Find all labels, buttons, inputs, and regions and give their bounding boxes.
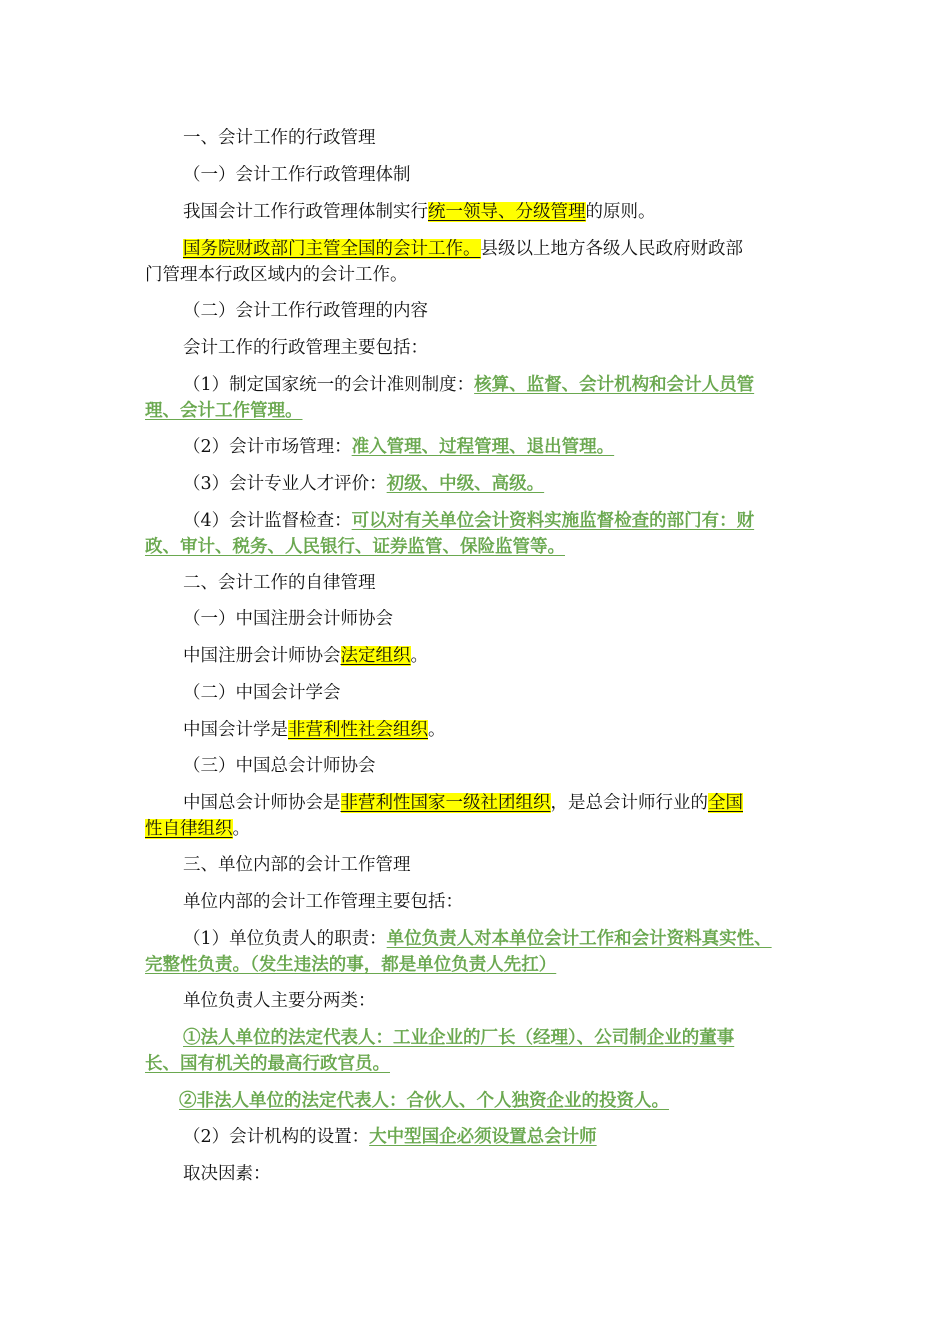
- paragraph: [145, 643, 863, 669]
- text: 中国总会计师协会是: [183, 793, 341, 813]
- emphasis-text: 理、会计工作管理。: [145, 401, 303, 421]
- paragraph: 单位内部的会计工作管理主要包括：: [183, 892, 463, 912]
- list-item: [145, 926, 863, 952]
- list-item: [145, 434, 863, 460]
- paragraph: [145, 790, 863, 816]
- list-item-continuation: [145, 398, 825, 424]
- emphasis-text: 长、国有机关的最高行政官员。: [145, 1054, 390, 1074]
- text: 的原则。: [585, 202, 656, 222]
- emphasis-text: ①法人单位的法定代表人：工业企业的厂长（经理）、公司制企业的董事: [183, 1028, 735, 1048]
- subsection-heading: （三）中国总会计师协会: [183, 756, 376, 776]
- highlight-text: 非营利性国家一级社团组织: [340, 793, 551, 813]
- highlight-text: 全国: [708, 793, 743, 813]
- text: （3）会计专业人才评价：: [183, 474, 387, 494]
- highlight-text: 法定组织: [340, 646, 411, 666]
- paragraph: [145, 717, 863, 743]
- paragraph: [145, 236, 863, 262]
- list-item: [145, 1025, 863, 1051]
- emphasis-text: 初级、中级、高级。: [386, 474, 545, 494]
- subsection-heading: （二）中国会计学会: [183, 683, 341, 703]
- text: 中国会计学是: [183, 720, 288, 740]
- text: 我国会计工作行政管理体制实行: [183, 202, 428, 222]
- paragraph: 取决因素：: [183, 1164, 271, 1184]
- paragraph: 会计工作的行政管理主要包括：: [183, 338, 428, 358]
- text: （1）单位负责人的职责：: [183, 929, 387, 949]
- subsection-heading: （二）会计工作行政管理的内容: [183, 301, 428, 321]
- list-item-continuation: [145, 952, 825, 978]
- highlight-text: 统一领导、分级管理: [428, 202, 586, 222]
- emphasis-text: 单位负责人对本单位会计工作和会计资料真实性、: [386, 929, 772, 949]
- list-item: [145, 508, 863, 534]
- list-item: [145, 1088, 859, 1114]
- text: 中国注册会计师协会: [183, 646, 341, 666]
- emphasis-text: ②非法人单位的法定代表人：合伙人、个人独资企业的投资人。: [179, 1091, 669, 1111]
- list-item: [145, 471, 863, 497]
- paragraph: [145, 199, 863, 225]
- emphasis-text: 大中型国企必须设置总会计师: [369, 1127, 597, 1147]
- emphasis-text: 核算、监督、会计机构和会计人员管: [474, 375, 755, 395]
- text: 。: [410, 646, 428, 666]
- paragraph-continuation: [145, 816, 825, 842]
- section-heading: 三、单位内部的会计工作管理: [183, 855, 411, 875]
- section-heading: 二、会计工作的自律管理: [183, 573, 376, 593]
- text: （4）会计监督检查：: [183, 511, 352, 531]
- list-item-continuation: [145, 1051, 825, 1077]
- text: （2）会计机构的设置：: [183, 1127, 370, 1147]
- paragraph: 单位负责人主要分两类：: [183, 991, 376, 1011]
- highlight-text: 国务院财政部门主管全国的会计工作。: [183, 239, 481, 259]
- list-item: [145, 372, 863, 398]
- emphasis-text: 政、审计、税务、人民银行、证券监管、保险监管等。: [145, 537, 565, 557]
- highlight-text: 非营利性社会组织: [288, 720, 428, 740]
- highlight-text: 性自律组织: [145, 819, 233, 839]
- text: ，是总会计师行业的: [550, 793, 708, 813]
- section-heading: 一、会计工作的行政管理: [183, 128, 376, 148]
- subsection-heading: （一）会计工作行政管理体制: [183, 165, 411, 185]
- paragraph-continuation: 门管理本行政区域内的会计工作。: [145, 265, 408, 285]
- text: 县级以上地方各级人民政府财政部: [480, 239, 743, 259]
- text: 。: [428, 720, 446, 740]
- emphasis-text: 完整性负责。（发生违法的事，都是单位负责人先扛）: [145, 955, 557, 975]
- subsection-heading: （一）中国注册会计师协会: [183, 609, 393, 629]
- text: （1）制定国家统一的会计准则制度：: [183, 375, 475, 395]
- emphasis-text: 准入管理、过程管理、退出管理。: [351, 437, 615, 457]
- list-item: [145, 1124, 863, 1150]
- list-item-continuation: [145, 534, 825, 560]
- emphasis-text: 可以对有关单位会计资料实施监督检查的部门有：财: [351, 511, 755, 531]
- text: （2）会计市场管理：: [183, 437, 352, 457]
- text: 。: [232, 819, 250, 839]
